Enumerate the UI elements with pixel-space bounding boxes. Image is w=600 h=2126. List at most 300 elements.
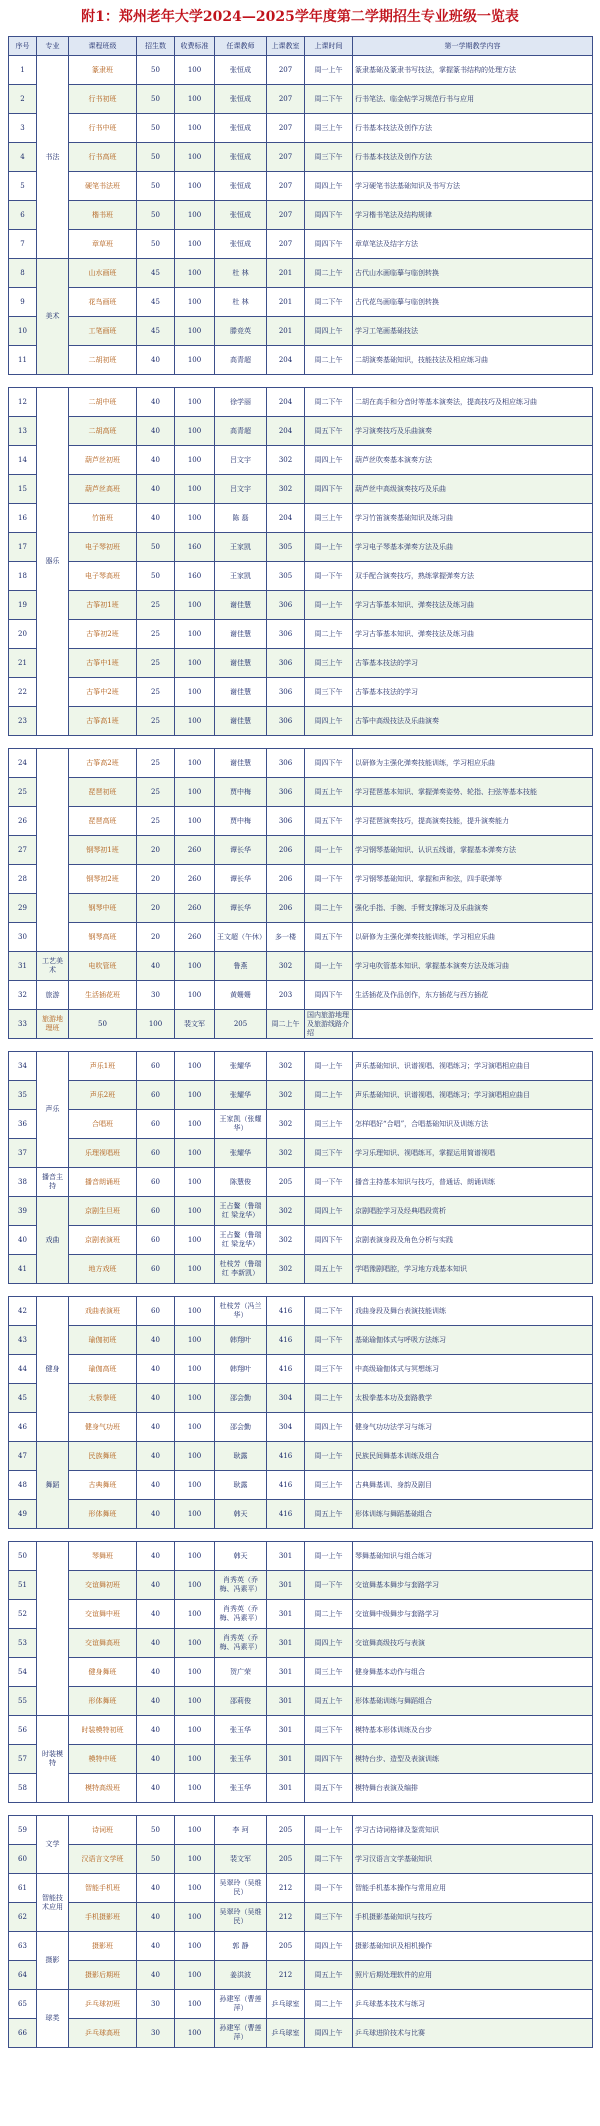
cell-room: 201 [267, 288, 305, 317]
cell-course: 硬笔书法班 [69, 172, 137, 201]
cell-no: 36 [9, 1110, 37, 1139]
cell-major: 戏曲 [37, 1197, 69, 1284]
cell-course: 钢琴高班 [69, 923, 137, 952]
cell-no: 46 [9, 1413, 37, 1442]
cell-count: 25 [137, 678, 175, 707]
cell-no: 8 [9, 259, 37, 288]
table-row [9, 1471, 593, 1500]
table-row [9, 865, 593, 894]
cell-no: 65 [9, 1990, 37, 2019]
cell-room: 301 [267, 1687, 305, 1716]
table-row [9, 1197, 593, 1226]
cell-content: 学唱豫剧唱腔，学习地方戏基本知识 [353, 1255, 593, 1284]
cell-course: 健身气功班 [69, 1413, 137, 1442]
header-time: 上课时间 [305, 37, 353, 56]
table-row [9, 1326, 593, 1355]
cell-count: 40 [137, 1961, 175, 1990]
cell-time: 周二上午 [305, 1384, 353, 1413]
cell-course: 琵琶高班 [69, 807, 137, 836]
table-row [9, 56, 593, 85]
table-row [9, 707, 593, 736]
header-count: 招生数 [137, 37, 175, 56]
cell-no: 63 [9, 1932, 37, 1961]
cell-no: 55 [9, 1687, 37, 1716]
cell-no: 41 [9, 1255, 37, 1284]
cell-no: 16 [9, 504, 37, 533]
cell-count: 60 [137, 1052, 175, 1081]
cell-course: 古筝高2班 [69, 749, 137, 778]
cell-content: 学习工笔画基础技法 [353, 317, 593, 346]
cell-count: 50 [137, 56, 175, 85]
cell-room: 301 [267, 1600, 305, 1629]
cell-time: 周五上午 [305, 1687, 353, 1716]
cell-fee: 100 [175, 1571, 215, 1600]
cell-course: 地方戏班 [69, 1255, 137, 1284]
cell-time: 周四上午 [305, 2019, 353, 2048]
cell-teacher: 黄姗姗 [215, 981, 267, 1010]
cell-no: 44 [9, 1355, 37, 1384]
cell-time: 周三下午 [305, 1716, 353, 1745]
cell-teacher: 贾中梅 [215, 807, 267, 836]
cell-content: 中高级瑜伽体式与冥想练习 [353, 1355, 593, 1384]
cell-time: 周五上午 [305, 1500, 353, 1529]
cell-no: 1 [9, 56, 37, 85]
cell-course: 电子琴初班 [69, 533, 137, 562]
cell-count: 30 [137, 1990, 175, 2019]
cell-room: 204 [267, 417, 305, 446]
cell-time: 周三上午 [305, 504, 353, 533]
section-spacer-cell [9, 1284, 593, 1297]
cell-course: 手机摄影班 [69, 1903, 137, 1932]
cell-room: 多一楼 [267, 923, 305, 952]
cell-time: 周四上午 [305, 1413, 353, 1442]
cell-count: 40 [137, 1442, 175, 1471]
cell-count: 25 [137, 807, 175, 836]
cell-room: 302 [267, 1139, 305, 1168]
cell-time: 周二上午 [305, 1990, 353, 2019]
cell-fee: 100 [175, 475, 215, 504]
cell-content: 声乐基础知识、识谱视唱、视唱练习；学习演唱相应曲目 [353, 1081, 593, 1110]
cell-course: 竹笛班 [69, 504, 137, 533]
cell-time: 周一下午 [305, 1168, 353, 1197]
cell-course: 乐理视唱班 [69, 1139, 137, 1168]
cell-teacher: 邵会勤 [215, 1384, 267, 1413]
cell-teacher: 谢佳慧 [215, 707, 267, 736]
cell-content: 摄影基础知识及相机操作 [353, 1932, 593, 1961]
cell-fee: 100 [175, 678, 215, 707]
cell-content: 民族民间舞基本训练及组合 [353, 1442, 593, 1471]
cell-course: 钢琴中班 [69, 894, 137, 923]
cell-room: 201 [267, 259, 305, 288]
cell-fee: 100 [175, 1384, 215, 1413]
cell-fee: 100 [175, 504, 215, 533]
cell-content: 健身舞基本动作与组合 [353, 1658, 593, 1687]
cell-course: 诗词班 [69, 1816, 137, 1845]
cell-time: 周四上午 [305, 707, 353, 736]
cell-time: 周五下午 [305, 1774, 353, 1803]
cell-no: 39 [9, 1197, 37, 1226]
cell-teacher: 张恒成 [215, 172, 267, 201]
cell-time: 周三上午 [305, 114, 353, 143]
cell-room: 205 [267, 1816, 305, 1845]
cell-room: 306 [267, 591, 305, 620]
cell-course: 楷书班 [69, 201, 137, 230]
cell-no: 60 [9, 1845, 37, 1874]
cell-time: 周一上午 [305, 1542, 353, 1571]
cell-room: 306 [267, 807, 305, 836]
cell-fee: 100 [175, 201, 215, 230]
cell-count: 40 [137, 1658, 175, 1687]
header-content: 第一学期教学内容 [353, 37, 593, 56]
cell-fee: 100 [175, 1687, 215, 1716]
cell-teacher: 王占鳌（鲁瑞红 梁龙华） [215, 1226, 267, 1255]
cell-no: 51 [9, 1571, 37, 1600]
cell-content: 怎样唱好“合唱”，合唱基础知识及训练方法 [353, 1110, 593, 1139]
cell-no: 12 [9, 388, 37, 417]
cell-fee: 100 [175, 1081, 215, 1110]
cell-no: 34 [9, 1052, 37, 1081]
cell-content: 学习古诗词格律及鉴赏知识 [353, 1816, 593, 1845]
cell-fee: 100 [175, 1932, 215, 1961]
cell-content: 形体训练与舞蹈基础组合 [353, 1500, 593, 1529]
cell-major: 工艺美术 [37, 952, 69, 981]
cell-count: 25 [137, 649, 175, 678]
cell-time: 周四下午 [305, 981, 353, 1010]
cell-room: 301 [267, 1571, 305, 1600]
table-row [9, 1413, 593, 1442]
section-spacer [9, 736, 593, 749]
cell-teacher: 姜洪波 [215, 1961, 267, 1990]
cell-count: 50 [137, 230, 175, 259]
cell-course: 合唱班 [69, 1110, 137, 1139]
section-spacer [9, 1803, 593, 1816]
cell-fee: 260 [175, 865, 215, 894]
cell-time: 周四上午 [305, 317, 353, 346]
cell-no: 49 [9, 1500, 37, 1529]
cell-time: 周二上午 [267, 1010, 305, 1039]
cell-teacher: 杜枝芳（冯兰华） [215, 1297, 267, 1326]
cell-time: 周一上午 [305, 591, 353, 620]
cell-major: 播音主持 [37, 1168, 69, 1197]
cell-teacher: 邵莉俊 [215, 1687, 267, 1716]
cell-course: 古筝初1班 [69, 591, 137, 620]
cell-no: 40 [9, 1226, 37, 1255]
cell-no: 42 [9, 1297, 37, 1326]
cell-course: 二胡高班 [69, 417, 137, 446]
cell-content: 二胡在高手和分音时等基本演奏法，提高技巧及相应练习曲 [353, 388, 593, 417]
cell-time: 周一上午 [305, 836, 353, 865]
cell-count: 40 [137, 1542, 175, 1571]
cell-count: 40 [137, 1413, 175, 1442]
cell-time: 周二下午 [305, 288, 353, 317]
cell-content: 交谊舞中级舞步与套路学习 [353, 1600, 593, 1629]
cell-no: 24 [9, 749, 37, 778]
section-spacer [9, 1529, 593, 1542]
cell-room: 302 [267, 1081, 305, 1110]
cell-room: 206 [267, 836, 305, 865]
cell-room: 205 [267, 1932, 305, 1961]
table-row [9, 172, 593, 201]
cell-room: 416 [267, 1500, 305, 1529]
cell-no: 20 [9, 620, 37, 649]
section-spacer [9, 1039, 593, 1052]
cell-content: 葫芦丝吹奏基本演奏方法 [353, 446, 593, 475]
cell-no: 18 [9, 562, 37, 591]
cell-course: 乒乓球初班 [69, 1990, 137, 2019]
table-row [9, 1845, 593, 1874]
cell-teacher: 谢佳慧 [215, 749, 267, 778]
cell-fee: 100 [175, 1874, 215, 1903]
cell-no: 48 [9, 1471, 37, 1500]
cell-content: 学习硬笔书法基础知识及书写方法 [353, 172, 593, 201]
cell-time: 周四下午 [305, 230, 353, 259]
table-row [9, 475, 593, 504]
cell-teacher: 吴翠玲（吴维民） [215, 1903, 267, 1932]
cell-no: 6 [9, 201, 37, 230]
cell-fee: 160 [175, 533, 215, 562]
cell-content: 学习古筝基本知识、弹奏技法及练习曲 [353, 591, 593, 620]
cell-course: 声乐2班 [69, 1081, 137, 1110]
cell-room: 207 [267, 143, 305, 172]
table-row [9, 1110, 593, 1139]
cell-teacher: 吕文宇 [215, 475, 267, 504]
cell-time: 周四上午 [305, 1932, 353, 1961]
cell-fee: 100 [175, 1903, 215, 1932]
cell-count: 40 [137, 446, 175, 475]
header-major: 专业 [37, 37, 69, 56]
cell-fee: 260 [175, 923, 215, 952]
cell-count: 40 [137, 1471, 175, 1500]
cell-course: 时装模特初班 [69, 1716, 137, 1745]
table-row [9, 649, 593, 678]
table-row [9, 1355, 593, 1384]
cell-room: 306 [267, 620, 305, 649]
cell-time: 周四下午 [305, 1226, 353, 1255]
cell-teacher: 谢佳慧 [215, 591, 267, 620]
cell-count: 20 [137, 865, 175, 894]
cell-course: 电吹管班 [69, 952, 137, 981]
header-room: 上课教室 [267, 37, 305, 56]
cell-fee: 100 [175, 1052, 215, 1081]
table-row [9, 1255, 593, 1284]
cell-count: 40 [137, 504, 175, 533]
cell-teacher: 孙建军（曹莲萍） [215, 1990, 267, 2019]
cell-no: 17 [9, 533, 37, 562]
cell-fee: 260 [175, 836, 215, 865]
cell-time: 周四下午 [305, 749, 353, 778]
cell-course: 汉语言文学班 [69, 1845, 137, 1874]
cell-fee: 100 [175, 1500, 215, 1529]
cell-major: 摄影 [37, 1932, 69, 1990]
cell-teacher: 张恒成 [215, 230, 267, 259]
cell-fee: 100 [175, 649, 215, 678]
cell-time: 周二下午 [305, 388, 353, 417]
table-row [9, 201, 593, 230]
cell-time: 周五上午 [305, 1255, 353, 1284]
cell-no: 30 [9, 923, 37, 952]
cell-no: 5 [9, 172, 37, 201]
cell-no: 32 [9, 981, 37, 1010]
cell-room: 302 [267, 446, 305, 475]
cell-content: 京剧唱腔学习及经典唱段赏析 [353, 1197, 593, 1226]
table-row [9, 1010, 593, 1039]
cell-no: 45 [9, 1384, 37, 1413]
cell-time: 周二上午 [305, 620, 353, 649]
cell-teacher: 韩翔叶 [215, 1355, 267, 1384]
cell-count: 25 [137, 707, 175, 736]
cell-room: 302 [267, 1197, 305, 1226]
cell-content: 学习汉语言文学基础知识 [353, 1845, 593, 1874]
cell-course: 二胡中班 [69, 388, 137, 417]
cell-room: 306 [267, 749, 305, 778]
cell-room: 212 [267, 1903, 305, 1932]
cell-content: 古典舞基训、身韵及剧目 [353, 1471, 593, 1500]
table-row [9, 446, 593, 475]
cell-fee: 100 [175, 1600, 215, 1629]
cell-course: 花鸟画班 [69, 288, 137, 317]
cell-fee: 100 [175, 1139, 215, 1168]
cell-count: 30 [137, 981, 175, 1010]
cell-content: 学习钢琴基础知识、掌握和声和弦，四手联弹等 [353, 865, 593, 894]
cell-teacher: 郭 静 [215, 1932, 267, 1961]
cell-content: 播音主持基本知识与技巧，普通话、朗诵训练 [353, 1168, 593, 1197]
cell-course: 篆隶班 [69, 56, 137, 85]
cell-teacher: 邵会勤 [215, 1413, 267, 1442]
cell-course: 交谊舞中班 [69, 1600, 137, 1629]
cell-major: 球类 [37, 1990, 69, 2048]
cell-course: 钢琴初2班 [69, 865, 137, 894]
cell-fee: 160 [175, 562, 215, 591]
cell-content: 声乐基础知识、识谱视唱、视唱练习；学习演唱相应曲目 [353, 1052, 593, 1081]
cell-content: 模特基本形体训练及台步 [353, 1716, 593, 1745]
cell-content: 学习电子琴基本弹奏方法及乐曲 [353, 533, 593, 562]
cell-no: 47 [9, 1442, 37, 1471]
cell-room: 302 [267, 1226, 305, 1255]
cell-count: 25 [137, 591, 175, 620]
cell-room: 306 [267, 707, 305, 736]
cell-fee: 100 [175, 1297, 215, 1326]
cell-count: 40 [137, 1600, 175, 1629]
cell-no: 4 [9, 143, 37, 172]
cell-fee: 100 [175, 749, 215, 778]
cell-course: 电子琴高班 [69, 562, 137, 591]
table-row [9, 346, 593, 375]
cell-room: 301 [267, 1774, 305, 1803]
cell-time: 周二上午 [305, 346, 353, 375]
cell-course: 健身舞班 [69, 1658, 137, 1687]
cell-course: 二胡初班 [69, 346, 137, 375]
cell-time: 周一上午 [305, 952, 353, 981]
table-row [9, 230, 593, 259]
cell-fee: 100 [175, 2019, 215, 2048]
table-row [9, 749, 593, 778]
cell-fee: 100 [175, 172, 215, 201]
cell-count: 20 [137, 923, 175, 952]
cell-teacher: 王家凯（张耀华） [215, 1110, 267, 1139]
cell-course: 生活插花班 [69, 981, 137, 1010]
cell-teacher: 谢佳慧 [215, 620, 267, 649]
cell-time: 周一下午 [305, 1326, 353, 1355]
cell-teacher: 韩天 [215, 1542, 267, 1571]
cell-count: 40 [137, 1774, 175, 1803]
cell-room: 207 [267, 230, 305, 259]
table-row [9, 1500, 593, 1529]
cell-count: 60 [137, 1297, 175, 1326]
cell-time: 周一上午 [305, 1816, 353, 1845]
cell-content: 葫芦丝中高级演奏技巧及乐曲 [353, 475, 593, 504]
cell-fee: 100 [175, 707, 215, 736]
cell-fee: 100 [175, 1442, 215, 1471]
cell-room: 212 [267, 1874, 305, 1903]
cell-teacher: 贺广荣 [215, 1658, 267, 1687]
cell-count: 40 [137, 388, 175, 417]
cell-teacher: 肖秀英（乔梅、冯素平） [215, 1600, 267, 1629]
table-row [9, 1600, 593, 1629]
cell-no: 2 [9, 85, 37, 114]
cell-no: 15 [9, 475, 37, 504]
cell-room: 306 [267, 649, 305, 678]
cell-room: 301 [267, 1716, 305, 1745]
cell-teacher: 张玉华 [215, 1774, 267, 1803]
cell-count: 50 [137, 1816, 175, 1845]
class-table [8, 36, 593, 2048]
cell-room: 207 [267, 114, 305, 143]
cell-course: 古典舞班 [69, 1471, 137, 1500]
cell-fee: 100 [175, 591, 215, 620]
cell-no: 57 [9, 1745, 37, 1774]
cell-time: 周二下午 [305, 85, 353, 114]
cell-teacher: 徐学丽 [215, 388, 267, 417]
cell-content: 戏曲身段及舞台表演技能训练 [353, 1297, 593, 1326]
table-row [9, 562, 593, 591]
cell-teacher: 韩翔叶 [215, 1326, 267, 1355]
table-row [9, 85, 593, 114]
cell-fee: 100 [175, 1745, 215, 1774]
section-spacer-cell [9, 1039, 593, 1052]
cell-time: 周一下午 [305, 562, 353, 591]
table-row [9, 1658, 593, 1687]
cell-no: 66 [9, 2019, 37, 2048]
cell-count: 40 [137, 1355, 175, 1384]
cell-time: 周四上午 [305, 1629, 353, 1658]
header-no: 序号 [9, 37, 37, 56]
table-row [9, 114, 593, 143]
cell-content: 智能手机基本操作与常用应用 [353, 1874, 593, 1903]
cell-content: 篆隶基础及篆隶书写技法，掌握篆书结构的处理方法 [353, 56, 593, 85]
table-row [9, 1297, 593, 1326]
cell-teacher: 谭长华 [215, 894, 267, 923]
table-row [9, 1571, 593, 1600]
cell-fee: 100 [175, 288, 215, 317]
cell-course: 乒乓球高班 [69, 2019, 137, 2048]
cell-fee: 100 [175, 417, 215, 446]
cell-teacher: 孙建军（曹莲萍） [215, 2019, 267, 2048]
cell-time: 周三下午 [305, 143, 353, 172]
cell-course: 交谊舞高班 [69, 1629, 137, 1658]
table-row [9, 1990, 593, 2019]
cell-no: 31 [9, 952, 37, 981]
cell-room: 207 [267, 56, 305, 85]
cell-count: 50 [137, 114, 175, 143]
cell-fee: 100 [175, 346, 215, 375]
cell-room: 204 [267, 388, 305, 417]
cell-course: 章草班 [69, 230, 137, 259]
cell-room: 302 [267, 475, 305, 504]
cell-content: 古筝中高级技法及乐曲演奏 [353, 707, 593, 736]
cell-fee: 100 [175, 143, 215, 172]
cell-content: 交谊舞基本舞步与套路学习 [353, 1571, 593, 1600]
cell-course: 行书中班 [69, 114, 137, 143]
